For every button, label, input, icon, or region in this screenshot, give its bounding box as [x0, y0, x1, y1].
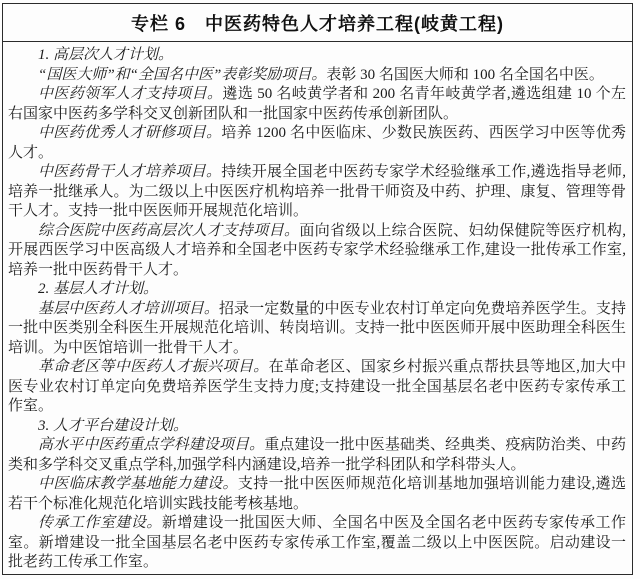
paragraph-lead: 革命老区等中医药人才振兴项目。 — [38, 359, 269, 375]
project-grassroots-training — [8, 300, 626, 359]
project-key-disciplines — [8, 436, 626, 475]
project-leading-talents — [8, 85, 626, 124]
project-clinical-teaching-bases — [8, 475, 626, 514]
panel-body — [3, 42, 632, 573]
paragraph-lead: 基层中医药人才培训项目。 — [38, 300, 219, 317]
paragraph-text: 招录一定数量的中医专业农村订单定向免费培养医学生。支持一批中医类别全科医生开展规范化培训、转岗培训。支持一批中医医师开展中医助理全科医生培训。为中医馆培训一批骨干人才。 — [8, 300, 626, 356]
paragraph-text: 持续开展全国老中医药专家学术经验继承工作,遴选指导老师,培养一批继承人。为二级以上中医医疗机构培养一批骨干师资及中药、护理、康复、管理等骨干人才。支持一批中医医师开展规范化培训。 — [8, 164, 626, 219]
paragraph-lead: 综合医院中医药高层次人才支持项目。 — [38, 222, 300, 239]
paragraph-text: 新增建设一批国医大师、全国名中医及全国名老中医药专家传承工作室。新增建设一批全国基层名老中医药专家传承工作室,覆盖二级以上中医医院。启动建设一批老药工传承工作室。 — [8, 515, 626, 570]
project-excellent-talents — [8, 124, 626, 163]
paragraph-lead: 中医药优秀人才研修项目。 — [38, 125, 222, 141]
paragraph-lead: 1. 高层次人才计划。 — [38, 47, 174, 63]
project-guoyidashi-award — [8, 66, 626, 86]
paragraph-text: 培养 1200 名中医临床、少数民族医药、西医学习中医等优秀人才。 — [8, 125, 626, 161]
paragraph-text: 在革命老区、国家乡村振兴重点帮扶县等地区,加大中医专业农村订单定向免费培养医学生支持力度;支持建设一批全国基层名老中医药专家传承工作室。 — [8, 359, 626, 414]
paragraph-lead: 2. 基层人才计划。 — [38, 281, 159, 297]
project-heritage-studios — [8, 514, 626, 573]
plan-3-heading — [8, 417, 626, 437]
paragraph-text: 表彰 30 名国医大师和 100 名全国名中医。 — [326, 66, 604, 83]
project-backbone-talents — [8, 163, 626, 222]
paragraph-lead: 传承工作室建设。 — [38, 515, 162, 531]
paragraph-lead: 中医临床教学基地能力建设。 — [38, 476, 238, 492]
paragraph-lead: 中医药骨干人才培养项目。 — [38, 164, 222, 180]
paragraph-text: 支持一批中医医师规范化培训基地加强培训能力建设,遴选若干个标准化规范化培训实践技能考核基地。 — [8, 476, 626, 512]
plan-1-heading — [8, 46, 626, 66]
special-column-box — [2, 3, 633, 575]
panel-title: 专栏 6 中医药特色人才培养工程(岐黄工程) — [3, 4, 632, 42]
paragraph-lead: 3. 人才平台建设计划。 — [38, 417, 189, 434]
plan-2-heading — [8, 280, 626, 300]
paragraph-lead: 中医药领军人才支持项目。 — [38, 86, 223, 102]
paragraph-lead: “国医大师”和“全国名中医”表彰奖励项目。 — [38, 66, 327, 83]
paragraph-text: 遴选 50 名岐黄学者和 200 名青年岐黄学者,遴选组建 10 个左右国家中医药多学科交叉创新团队和一批国家中医药传承创新团队。 — [8, 86, 626, 122]
project-old-revolutionary-areas — [8, 358, 626, 417]
paragraph-text: 重点建设一批中医基础类、经典类、疫病防治类、中药类和多学科交叉重点学科,加强学科内涵建设,培养一批学科团队和学科带头人。 — [8, 437, 626, 473]
project-general-hospital-talents — [8, 222, 626, 281]
paragraph-text: 面向省级以上综合医院、妇幼保健院等医疗机构,开展西医学习中医高级人才培养和全国老中医药专家学术经验继承工作,建设一批传承工作室,培养一批中医药骨干人才。 — [8, 222, 626, 278]
paragraph-lead: 高水平中医药重点学科建设项目。 — [38, 437, 265, 453]
